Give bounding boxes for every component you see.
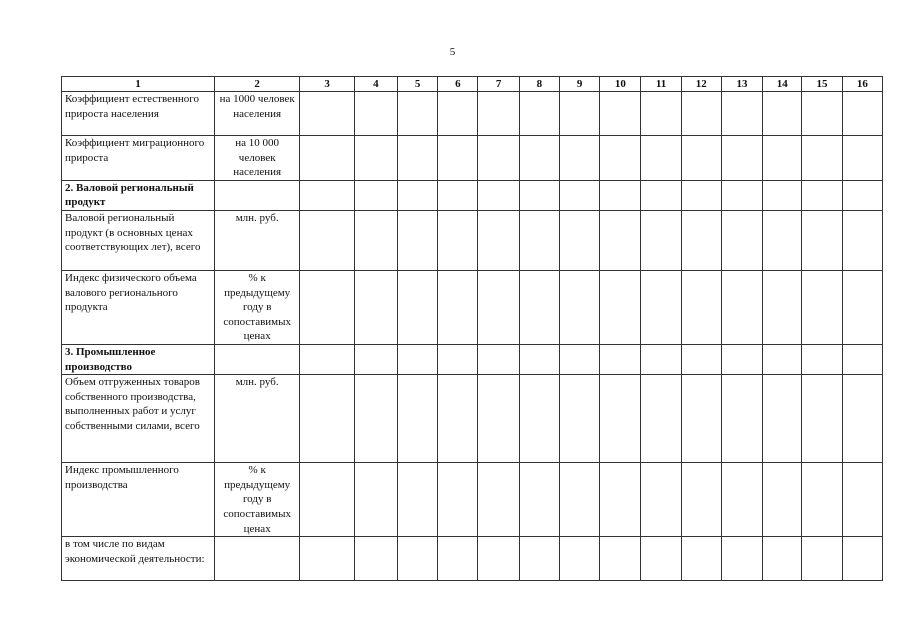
value-cell xyxy=(438,463,478,537)
column-header-13: 13 xyxy=(721,77,762,92)
value-cell xyxy=(300,136,354,181)
value-cell xyxy=(519,375,559,463)
value-cell xyxy=(478,537,519,581)
indicator-name: Валовой региональный продукт (в основных ценах соответствующих лет), всего xyxy=(62,210,215,270)
value-cell xyxy=(398,136,438,181)
column-header-6: 6 xyxy=(438,77,478,92)
table-row xyxy=(62,270,883,344)
value-cell xyxy=(600,375,641,463)
value-cell xyxy=(478,375,519,463)
column-header-5: 5 xyxy=(398,77,438,92)
value-cell xyxy=(641,136,681,181)
column-header-1: 1 xyxy=(62,77,215,92)
value-cell xyxy=(438,180,478,210)
value-cell xyxy=(398,344,438,374)
indicator-name: Индекс физического объема валового регионального продукта xyxy=(62,270,215,344)
value-cell xyxy=(802,537,842,581)
column-header-4: 4 xyxy=(354,77,397,92)
value-cell xyxy=(681,180,721,210)
value-cell xyxy=(519,537,559,581)
value-cell xyxy=(641,270,681,344)
value-cell xyxy=(438,270,478,344)
value-cell xyxy=(802,180,842,210)
value-cell xyxy=(641,180,681,210)
value-cell xyxy=(438,344,478,374)
value-cell xyxy=(300,537,354,581)
value-cell xyxy=(802,136,842,181)
value-cell xyxy=(438,375,478,463)
value-cell xyxy=(641,210,681,270)
value-cell xyxy=(763,344,802,374)
unit-cell xyxy=(214,180,300,210)
value-cell xyxy=(681,463,721,537)
value-cell xyxy=(600,210,641,270)
value-cell xyxy=(354,92,397,136)
unit-cell xyxy=(214,344,300,374)
unit-cell: на 10 000 человек населения xyxy=(214,136,300,181)
column-header-12: 12 xyxy=(681,77,721,92)
value-cell xyxy=(300,463,354,537)
value-cell xyxy=(600,344,641,374)
value-cell xyxy=(354,463,397,537)
value-cell xyxy=(802,210,842,270)
value-cell xyxy=(600,270,641,344)
value-cell xyxy=(300,92,354,136)
value-cell xyxy=(763,537,802,581)
value-cell xyxy=(398,180,438,210)
value-cell xyxy=(842,210,882,270)
value-cell xyxy=(559,180,599,210)
value-cell xyxy=(641,537,681,581)
value-cell xyxy=(763,92,802,136)
value-cell xyxy=(519,92,559,136)
value-cell xyxy=(519,210,559,270)
value-cell xyxy=(478,136,519,181)
value-cell xyxy=(559,92,599,136)
value-cell xyxy=(438,92,478,136)
value-cell xyxy=(721,210,762,270)
value-cell xyxy=(641,344,681,374)
value-cell xyxy=(300,180,354,210)
column-header-16: 16 xyxy=(842,77,882,92)
value-cell xyxy=(681,344,721,374)
page-number: 5 xyxy=(449,46,456,58)
value-cell xyxy=(519,463,559,537)
value-cell xyxy=(398,210,438,270)
value-cell xyxy=(354,375,397,463)
section-row xyxy=(62,344,883,374)
value-cell xyxy=(641,463,681,537)
value-cell xyxy=(763,270,802,344)
value-cell xyxy=(721,375,762,463)
value-cell xyxy=(478,463,519,537)
table-row xyxy=(62,92,883,136)
indicator-name: Коэффициент миграционного прироста xyxy=(62,136,215,181)
value-cell xyxy=(398,463,438,537)
value-cell xyxy=(559,270,599,344)
table-row xyxy=(62,136,883,181)
value-cell xyxy=(600,180,641,210)
value-cell xyxy=(438,537,478,581)
section-title: 2. Валовой региональный продукт xyxy=(62,180,215,210)
value-cell xyxy=(842,344,882,374)
indicator-table xyxy=(61,76,883,581)
value-cell xyxy=(763,210,802,270)
value-cell xyxy=(478,270,519,344)
value-cell xyxy=(842,180,882,210)
value-cell xyxy=(763,463,802,537)
value-cell xyxy=(559,210,599,270)
value-cell xyxy=(519,180,559,210)
value-cell xyxy=(641,92,681,136)
value-cell xyxy=(398,270,438,344)
value-cell xyxy=(519,136,559,181)
value-cell xyxy=(559,375,599,463)
column-header-9: 9 xyxy=(559,77,599,92)
value-cell xyxy=(600,463,641,537)
value-cell xyxy=(721,344,762,374)
value-cell xyxy=(478,180,519,210)
indicator-name: Объем отгруженных товаров собственного производства, выполненных работ и услуг собственными силами, всего xyxy=(62,375,215,463)
value-cell xyxy=(802,375,842,463)
value-cell xyxy=(559,136,599,181)
value-cell xyxy=(559,537,599,581)
indicator-name: Индекс промышленного производства xyxy=(62,463,215,537)
value-cell xyxy=(478,344,519,374)
value-cell xyxy=(681,92,721,136)
unit-cell: % к предыдущему году в сопоставимых ценах xyxy=(214,270,300,344)
indicator-name: Коэффициент естественного прироста населения xyxy=(62,92,215,136)
value-cell xyxy=(842,270,882,344)
value-cell xyxy=(600,92,641,136)
value-cell xyxy=(354,270,397,344)
value-cell xyxy=(763,375,802,463)
value-cell xyxy=(354,136,397,181)
value-cell xyxy=(842,375,882,463)
value-cell xyxy=(354,344,397,374)
value-cell xyxy=(842,537,882,581)
value-cell xyxy=(300,375,354,463)
unit-cell: млн. руб. xyxy=(214,375,300,463)
value-cell xyxy=(300,210,354,270)
value-cell xyxy=(478,92,519,136)
section-title: 3. Промышленное производство xyxy=(62,344,215,374)
value-cell xyxy=(842,92,882,136)
value-cell xyxy=(354,210,397,270)
value-cell xyxy=(398,537,438,581)
value-cell xyxy=(681,270,721,344)
value-cell xyxy=(681,537,721,581)
value-cell xyxy=(398,375,438,463)
unit-cell: млн. руб. xyxy=(214,210,300,270)
value-cell xyxy=(721,463,762,537)
value-cell xyxy=(721,136,762,181)
value-cell xyxy=(300,270,354,344)
table-row xyxy=(62,463,883,537)
value-cell xyxy=(354,180,397,210)
value-cell xyxy=(600,136,641,181)
unit-cell: % к предыдущему году в сопоставимых ценах xyxy=(214,463,300,537)
value-cell xyxy=(802,270,842,344)
value-cell xyxy=(519,344,559,374)
section-row xyxy=(62,180,883,210)
column-header-3: 3 xyxy=(300,77,354,92)
column-header-8: 8 xyxy=(519,77,559,92)
value-cell xyxy=(721,180,762,210)
value-cell xyxy=(559,344,599,374)
table-row xyxy=(62,375,883,463)
value-cell xyxy=(300,344,354,374)
value-cell xyxy=(721,92,762,136)
column-header-15: 15 xyxy=(802,77,842,92)
column-header-2: 2 xyxy=(214,77,300,92)
table-body xyxy=(62,92,883,581)
column-header-7: 7 xyxy=(478,77,519,92)
value-cell xyxy=(438,136,478,181)
unit-cell: на 1000 человек населения xyxy=(214,92,300,136)
header-row xyxy=(62,77,883,92)
table-row xyxy=(62,210,883,270)
value-cell xyxy=(721,270,762,344)
value-cell xyxy=(842,463,882,537)
value-cell xyxy=(842,136,882,181)
value-cell xyxy=(600,537,641,581)
value-cell xyxy=(354,537,397,581)
indicator-name: в том числе по видам экономической деятельности: xyxy=(62,537,215,581)
value-cell xyxy=(519,270,559,344)
value-cell xyxy=(681,210,721,270)
column-header-14: 14 xyxy=(763,77,802,92)
value-cell xyxy=(559,463,599,537)
value-cell xyxy=(478,210,519,270)
value-cell xyxy=(398,92,438,136)
unit-cell xyxy=(214,537,300,581)
value-cell xyxy=(721,537,762,581)
value-cell xyxy=(802,463,842,537)
value-cell xyxy=(641,375,681,463)
value-cell xyxy=(802,92,842,136)
column-header-10: 10 xyxy=(600,77,641,92)
value-cell xyxy=(763,136,802,181)
table-row xyxy=(62,537,883,581)
column-header-11: 11 xyxy=(641,77,681,92)
value-cell xyxy=(802,344,842,374)
value-cell xyxy=(681,375,721,463)
value-cell xyxy=(438,210,478,270)
value-cell xyxy=(681,136,721,181)
value-cell xyxy=(763,180,802,210)
